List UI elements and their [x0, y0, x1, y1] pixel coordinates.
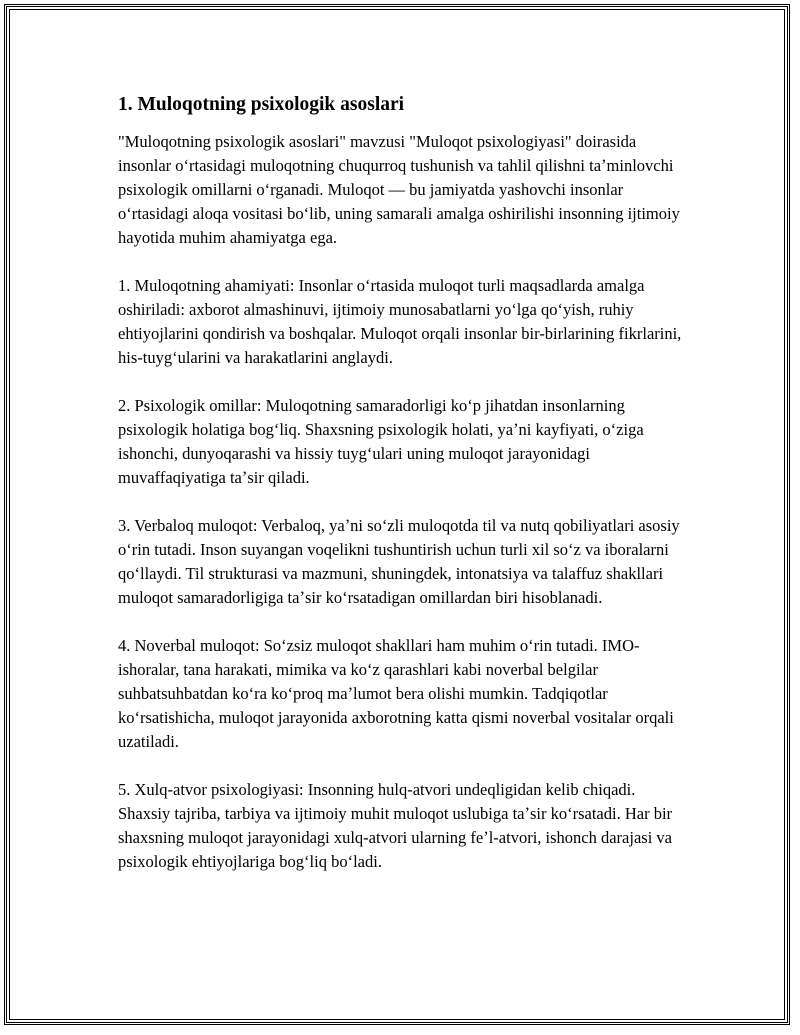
paragraph-importance: 1. Muloqotning ahamiyati: Insonlar oʻrtasida muloqot turli maqsadlarda amalga oshiriladi: axborot almashinuvi, ijtimoiy munosabatlarni yoʻlga qoʻyish, ruhiy ehtiyojlarini qondirish va boshqalar. Muloqot orqali insonlar bir-birlarining fikrlarini, his-tuygʻularini va harakatlarini anglaydi.: [118, 276, 682, 367]
intro-paragraph: "Muloqotning psixologik asoslari" mavzusi "Muloqot psixologiyasi" doirasida insonlar oʻrtasidagi muloqotning chuqurroq tushunish va tahlil qilishni taʼminlovchi psixologik omillarni oʻrganadi. Muloqot — bu jamiyatda yashovchi insonlar oʻrtasidagi aloqa vositasi boʻlib, uning samarali amalga oshirilishi insonning ijtimoiy hayotida muhim ahamiyatga ega.: [118, 132, 680, 247]
paragraph-verbal-communication: 3. Verbaloq muloqot: Verbaloq, yaʼni soʻzli muloqotda til va nutq qobiliyatlari asosiy oʻrin tutadi. Inson suyangan voqelikni tushuntirish uchun turli xil soʻz va iboralarni qoʻllaydi. Til strukturasi va mazmuni, shuningdek, intonatsiya va talaffuz shakllari muloqot samaradorligiga taʼsir koʻrsatadigan omillardan biri hisoblanadi.: [118, 516, 680, 607]
paragraph-psychological-factors: 2. Psixologik omillar: Muloqotning samaradorligi koʻp jihatdan insonlarning psixologik holatiga bogʻliq. Shaxsning psixologik holati, yaʼni kayfiyati, oʻziga ishonchi, dunyoqarashi va hissiy tuygʻulari uning muloqot jarayonidagi muvaffaqiyatiga taʼsir qiladi.: [118, 396, 644, 487]
document-body: [118, 92, 688, 898]
paragraph-nonverbal-communication: 4. Noverbal muloqot: Soʻzsiz muloqot shakllari ham muhim oʻrin tutadi. IMO-ishoralar, tana harakati, mimika va koʻz qarashlari kabi noverbal belgilar suhbatsuhbatdan koʻra koʻproq maʼlumot bera olishi mumkin. Tadqiqotlar koʻrsatishicha, muloqot jarayonida axborotning katta qismi noverbal vositalar orqali uzatiladi.: [118, 636, 674, 751]
section-heading: 1. Muloqotning psixologik asoslari: [118, 94, 405, 115]
paragraph-behavior-psychology: 5. Xulq-atvor psixologiyasi: Insonning hulq-atvori undeqligidan kelib chiqadi. Shaxsiy tajriba, tarbiya va ijtimoiy muhit muloqot uslubiga taʼsir koʻrsatadi. Har bir shaxsning muloqot jarayonidagi xulq-atvori ularning feʼl-atvori, ishonch darajasi va psixologik ehtiyojlariga bogʻliq boʻladi.: [118, 780, 673, 871]
